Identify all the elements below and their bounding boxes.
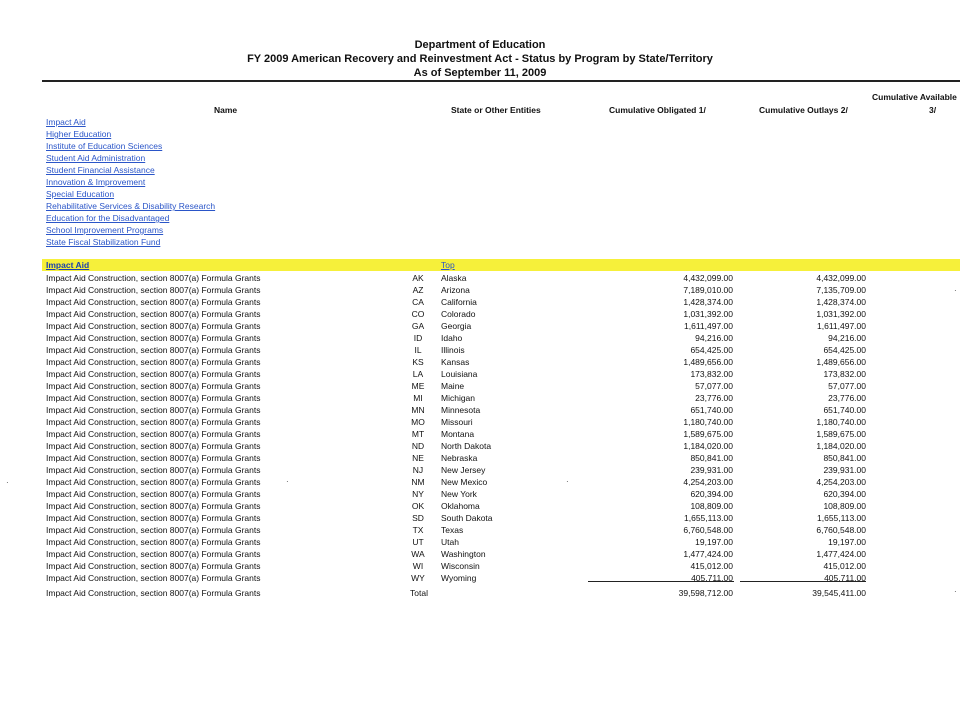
state-name: New Mexico [441, 477, 488, 487]
obligated-sum-rule [588, 581, 734, 582]
table-row [0, 560, 960, 572]
state-code: MO [411, 417, 425, 427]
state-name: Wisconsin [441, 561, 480, 571]
obligated-value: 19,197.00 [695, 537, 733, 547]
table-row [0, 440, 960, 452]
table-row [0, 356, 960, 368]
state-name: Louisiana [441, 369, 478, 379]
obligated-value: 1,611,497.00 [684, 321, 733, 331]
program-name: Impact Aid Construction, section 8007(a) Formula Grants [46, 549, 261, 559]
obligated-value: 1,489,656.00 [683, 357, 733, 367]
report-header [0, 38, 960, 80]
table-row [0, 296, 960, 308]
outlays-value: 94,216.00 [828, 333, 866, 343]
obligated-value: 654,425.00 [690, 345, 733, 355]
program-name: Impact Aid Construction, section 8007(a) Formula Grants [46, 273, 261, 283]
program-name: Impact Aid Construction, section 8007(a) Formula Grants [46, 357, 261, 367]
link-state-fiscal-stabilization[interactable]: State Fiscal Stabilization Fund [46, 237, 161, 247]
link-student-financial-assistance[interactable]: Student Financial Assistance [46, 165, 155, 175]
obligated-value: 850,841.00 [690, 453, 733, 463]
obligated-value: 4,254,203.00 [683, 477, 733, 487]
state-code: NM [411, 477, 425, 487]
scan-speck: · [6, 478, 9, 487]
obligated-value: 1,184,020.00 [683, 441, 733, 451]
state-code: CO [411, 309, 425, 319]
scan-speck: · [286, 477, 289, 486]
outlays-value: 57,077.00 [828, 381, 866, 391]
outlays-value: 4,254,203.00 [816, 477, 866, 487]
state-name: Minnesota [441, 405, 481, 415]
column-header-outlays: Cumulative Outlays 2/ [759, 105, 848, 115]
obligated-value: 1,180,740.00 [683, 417, 733, 427]
outlays-value: 6,760,548.00 [816, 525, 866, 535]
outlays-value: 850,841.00 [823, 453, 866, 463]
table-row [0, 344, 960, 356]
program-name: Impact Aid Construction, section 8007(a) Formula Grants [46, 297, 261, 307]
report-date: As of September 11, 2009 [413, 67, 547, 79]
outlays-value: 108,809.00 [823, 501, 866, 511]
obligated-value: 1,477,424.00 [683, 549, 733, 559]
outlays-value: 1,589,675.00 [816, 429, 866, 439]
link-higher-education[interactable]: Higher Education [46, 129, 112, 139]
state-name: Arizona [441, 285, 470, 295]
state-name: Montana [441, 429, 475, 439]
outlays-value: 1,489,656.00 [816, 357, 866, 367]
state-code: LA [412, 369, 424, 379]
scan-speck: · [954, 587, 957, 596]
program-name: Impact Aid Construction, section 8007(a) Formula Grants [46, 417, 261, 427]
state-code: ND [411, 441, 425, 451]
state-name: North Dakota [441, 441, 492, 451]
state-name: Alaska [441, 273, 467, 283]
table-row [0, 284, 960, 296]
state-name: Nebraska [441, 453, 478, 463]
table-row [0, 500, 960, 512]
state-name: Michigan [441, 393, 476, 403]
total-row [0, 587, 960, 599]
link-school-improvement[interactable]: School Improvement Programs [46, 225, 164, 235]
state-name: Utah [441, 537, 459, 547]
table-row [0, 416, 960, 428]
scan-speck: · [566, 477, 569, 486]
total-obligated: 39,598,712.00 [678, 588, 733, 598]
program-name: Impact Aid Construction, section 8007(a) Formula Grants [46, 345, 261, 355]
link-education-disadvantaged[interactable]: Education for the Disadvantaged [46, 213, 170, 223]
obligated-value: 7,189,010.00 [683, 285, 733, 295]
state-name: Maine [441, 381, 465, 391]
column-header-available-note: 3/ [929, 105, 937, 115]
program-name: Impact Aid Construction, section 8007(a) Formula Grants [46, 393, 261, 403]
table-row [0, 524, 960, 536]
obligated-value: 23,776.00 [695, 393, 733, 403]
obligated-value: 4,432,099.00 [683, 273, 733, 283]
report-title: FY 2009 American Recovery and Reinvestment Act - Status by Program by State/Territory [247, 53, 713, 65]
program-name: Impact Aid Construction, section 8007(a) Formula Grants [46, 537, 261, 547]
column-header-obligated: Cumulative Obligated 1/ [609, 105, 706, 115]
program-name: Impact Aid Construction, section 8007(a) Formula Grants [46, 465, 261, 475]
program-name: Impact Aid Construction, section 8007(a) Formula Grants [46, 561, 261, 571]
outlays-value: 620,394.00 [823, 489, 866, 499]
state-name: New York [441, 489, 477, 499]
header-rule [42, 80, 960, 82]
obligated-value: 1,031,392.00 [683, 309, 733, 319]
outlays-sum-rule [740, 581, 866, 582]
program-name: Impact Aid Construction, section 8007(a) Formula Grants [46, 369, 261, 379]
program-name: Impact Aid Construction, section 8007(a) Formula Grants [46, 309, 261, 319]
state-name: Illinois [441, 345, 465, 355]
obligated-value: 239,931.00 [690, 465, 733, 475]
state-code: MT [411, 429, 425, 439]
program-name: Impact Aid Construction, section 8007(a) Formula Grants [46, 321, 261, 331]
outlays-value: 1,655,113.00 [817, 513, 866, 523]
state-name: Missouri [441, 417, 473, 427]
column-header-available: Cumulative Available [872, 92, 957, 102]
state-code: MI [413, 393, 423, 403]
state-code: NE [412, 453, 424, 463]
total-label: Total [410, 588, 428, 598]
program-name: Impact Aid Construction, section 8007(a) Formula Grants [46, 429, 261, 439]
state-code: WA [411, 549, 425, 559]
state-name: New Jersey [441, 465, 486, 475]
outlays-value: 1,180,740.00 [816, 417, 866, 427]
link-innovation-improvement[interactable]: Innovation & Improvement [46, 177, 146, 187]
state-code: KS [412, 357, 424, 367]
state-name: Wyoming [441, 573, 477, 583]
outlays-value: 1,611,497.00 [817, 321, 866, 331]
program-name: Impact Aid Construction, section 8007(a) Formula Grants [46, 525, 261, 535]
program-name: Impact Aid Construction, section 8007(a) Formula Grants [46, 513, 261, 523]
table-row [0, 320, 960, 332]
state-name: Texas [441, 525, 464, 535]
outlays-value: 1,428,374.00 [816, 297, 866, 307]
department-title: Department of Education [414, 39, 546, 51]
outlays-value: 239,931.00 [823, 465, 866, 475]
obligated-value: 94,216.00 [695, 333, 733, 343]
program-name: Impact Aid Construction, section 8007(a) Formula Grants [46, 441, 261, 451]
state-code: TX [412, 525, 424, 535]
state-name: Washington [441, 549, 486, 559]
table-row [0, 380, 960, 392]
obligated-value: 1,655,113.00 [684, 513, 733, 523]
table-row [0, 272, 960, 284]
state-code: IL [414, 345, 422, 355]
table-row [0, 476, 960, 488]
outlays-value: 23,776.00 [828, 393, 866, 403]
state-code: ME [411, 381, 425, 391]
outlays-value: 405,711.00 [824, 573, 866, 583]
outlays-value: 173,832.00 [823, 369, 866, 379]
table-row [0, 548, 960, 560]
program-name: Impact Aid Construction, section 8007(a) Formula Grants [46, 477, 261, 487]
table-row [0, 404, 960, 416]
column-header-name: Name [214, 105, 238, 115]
total-program-name: Impact Aid Construction, section 8007(a) Formula Grants [46, 588, 261, 598]
table-row [0, 308, 960, 320]
state-code: OK [411, 501, 425, 511]
program-name: Impact Aid Construction, section 8007(a) Formula Grants [46, 501, 261, 511]
program-name: Impact Aid Construction, section 8007(a) Formula Grants [46, 285, 261, 295]
state-code: UT [412, 537, 424, 547]
obligated-value: 620,394.00 [690, 489, 733, 499]
outlays-value: 1,184,020.00 [816, 441, 866, 451]
table-row [0, 488, 960, 500]
state-name: Colorado [441, 309, 476, 319]
obligated-value: 1,428,374.00 [683, 297, 733, 307]
outlays-value: 4,432,099.00 [816, 273, 866, 283]
scan-speck: · [954, 286, 957, 295]
obligated-value: 173,832.00 [690, 369, 733, 379]
state-code: NJ [412, 465, 424, 475]
outlays-value: 1,477,424.00 [816, 549, 866, 559]
outlays-value: 654,425.00 [823, 345, 866, 355]
table-row [0, 368, 960, 380]
column-header-state: State or Other Entities [451, 105, 541, 115]
table-row [0, 512, 960, 524]
obligated-value: 415,012.00 [690, 561, 733, 571]
link-special-education[interactable]: Special Education [46, 189, 115, 199]
total-outlays: 39,545,411.00 [812, 588, 866, 598]
state-code: SD [412, 513, 424, 523]
state-name: Idaho [441, 333, 463, 343]
obligated-value: 108,809.00 [690, 501, 733, 511]
outlays-value: 651,740.00 [823, 405, 866, 415]
link-institute-of-education-sciences[interactable]: Institute of Education Sciences [46, 141, 163, 151]
obligated-value: 6,760,548.00 [683, 525, 733, 535]
program-links [46, 116, 215, 248]
obligated-value: 405,711.00 [691, 573, 733, 583]
state-name: California [441, 297, 477, 307]
table-row [0, 392, 960, 404]
program-name: Impact Aid Construction, section 8007(a) Formula Grants [46, 333, 261, 343]
program-name: Impact Aid Construction, section 8007(a) Formula Grants [46, 453, 261, 463]
table-row [0, 464, 960, 476]
state-name: South Dakota [441, 513, 493, 523]
link-impact-aid[interactable]: Impact Aid [46, 117, 86, 127]
obligated-value: 1,589,675.00 [683, 429, 733, 439]
state-code: WY [411, 573, 425, 583]
state-code: ID [413, 333, 423, 343]
link-rehabilitative-services[interactable]: Rehabilitative Services & Disability Research [46, 201, 216, 211]
program-name: Impact Aid Construction, section 8007(a) Formula Grants [46, 405, 261, 415]
outlays-value: 1,031,392.00 [816, 309, 866, 319]
table-row [0, 428, 960, 440]
state-code: AZ [412, 285, 424, 295]
program-name: Impact Aid Construction, section 8007(a) Formula Grants [46, 573, 261, 583]
top-link[interactable]: Top [441, 260, 455, 270]
outlays-value: 19,197.00 [828, 537, 866, 547]
state-code: NY [412, 489, 424, 499]
state-name: Kansas [441, 357, 470, 367]
state-code: WI [412, 561, 424, 571]
obligated-value: 651,740.00 [690, 405, 733, 415]
program-name: Impact Aid Construction, section 8007(a) Formula Grants [46, 381, 261, 391]
table-row [0, 332, 960, 344]
state-code: GA [411, 321, 425, 331]
program-name: Impact Aid Construction, section 8007(a) Formula Grants [46, 489, 261, 499]
section-title-impact-aid[interactable]: Impact Aid [46, 260, 90, 270]
state-name: Georgia [441, 321, 472, 331]
outlays-value: 7,135,709.00 [816, 285, 866, 295]
data-table [0, 272, 960, 584]
section-highlight [42, 259, 960, 271]
table-row [0, 572, 960, 584]
obligated-value: 57,077.00 [695, 381, 733, 391]
outlays-value: 415,012.00 [823, 561, 866, 571]
state-code: MN [411, 405, 425, 415]
link-student-aid-administration[interactable]: Student Aid Administration [46, 153, 146, 163]
state-code: AK [412, 273, 424, 283]
state-name: Oklahoma [441, 501, 480, 511]
table-row [0, 452, 960, 464]
table-row [0, 536, 960, 548]
state-code: CA [412, 297, 424, 307]
